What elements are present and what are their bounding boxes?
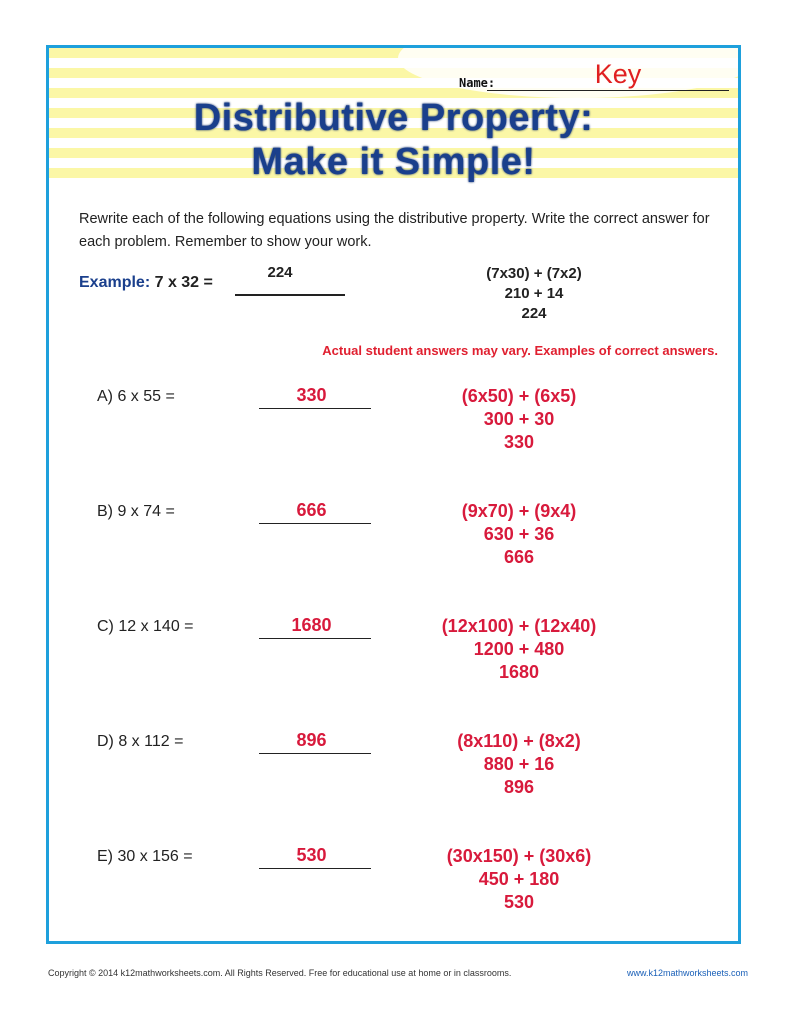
header-banner <box>49 48 738 188</box>
work-line: (8x110) + (8x2) <box>457 731 581 751</box>
work-line: (12x100) + (12x40) <box>441 616 597 636</box>
problem-work <box>419 615 619 684</box>
copyright-notice: Copyright © 2014 k12mathworksheets.com. All Rights Reserved. Free for educational use at home or in classrooms. <box>48 968 512 978</box>
work-line: 880 + 16 <box>483 754 555 774</box>
problem-work <box>419 730 619 799</box>
page-title <box>49 96 738 184</box>
problem-b <box>49 500 738 583</box>
work-line: 1680 <box>498 662 540 682</box>
work-line: 666 <box>503 547 535 567</box>
problem-a <box>49 385 738 468</box>
title-line-2: Make it Simple! <box>251 141 536 183</box>
work-line: 1200 + 480 <box>473 639 565 659</box>
work-line: (9x70) + (9x4) <box>461 501 577 521</box>
example-work-line: 210 + 14 <box>504 285 564 302</box>
example-label: Example: <box>79 274 151 291</box>
problem-work <box>419 500 619 569</box>
name-value: Key <box>594 59 642 89</box>
example-equation <box>79 274 213 292</box>
problem-work <box>419 845 619 914</box>
problem-answer: 530 <box>296 845 327 865</box>
problem-c <box>49 615 738 698</box>
problem-answer: 1680 <box>291 615 332 635</box>
problem-label: B) 9 x 74 = <box>97 503 175 520</box>
problem-label: A) 6 x 55 = <box>97 388 175 405</box>
problem-label: C) 12 x 140 = <box>97 618 194 635</box>
problem-e <box>49 845 738 928</box>
work-line: 896 <box>503 777 535 797</box>
problem-label: D) 8 x 112 = <box>97 733 184 750</box>
instructions: Rewrite each of the following equations using the distributive property. Write the correct answer for each problem. Remember to show your work. <box>79 211 710 250</box>
answer-note: Actual student answers may vary. Examples of correct answers. <box>322 343 718 358</box>
work-line: 300 + 30 <box>483 409 555 429</box>
problem-work <box>419 385 619 454</box>
example-expression: 7 x 32 = <box>154 274 213 291</box>
work-line: 450 + 180 <box>478 869 560 889</box>
website-link[interactable]: www.k12mathworksheets.com <box>627 968 749 978</box>
problem-label: E) 30 x 156 = <box>97 848 193 865</box>
example-work <box>449 264 619 324</box>
worksheet-frame <box>46 45 741 944</box>
title-line-1: Distributive Property: <box>193 97 594 139</box>
example-work-line: 224 <box>521 305 547 322</box>
work-line: 630 + 36 <box>483 524 555 544</box>
work-line: (6x50) + (6x5) <box>461 386 577 406</box>
problem-answer: 896 <box>296 730 327 750</box>
name-label: Name: <box>459 76 496 90</box>
example-answer: 224 <box>267 264 293 281</box>
problem-answer: 330 <box>296 385 327 405</box>
name-field[interactable] <box>487 58 729 91</box>
work-line: 530 <box>503 892 535 912</box>
example-work-line: (7x30) + (7x2) <box>486 265 582 282</box>
problem-d <box>49 730 738 813</box>
work-line: 330 <box>503 432 535 452</box>
work-line: (30x150) + (30x6) <box>446 846 592 866</box>
problem-answer: 666 <box>296 500 327 520</box>
